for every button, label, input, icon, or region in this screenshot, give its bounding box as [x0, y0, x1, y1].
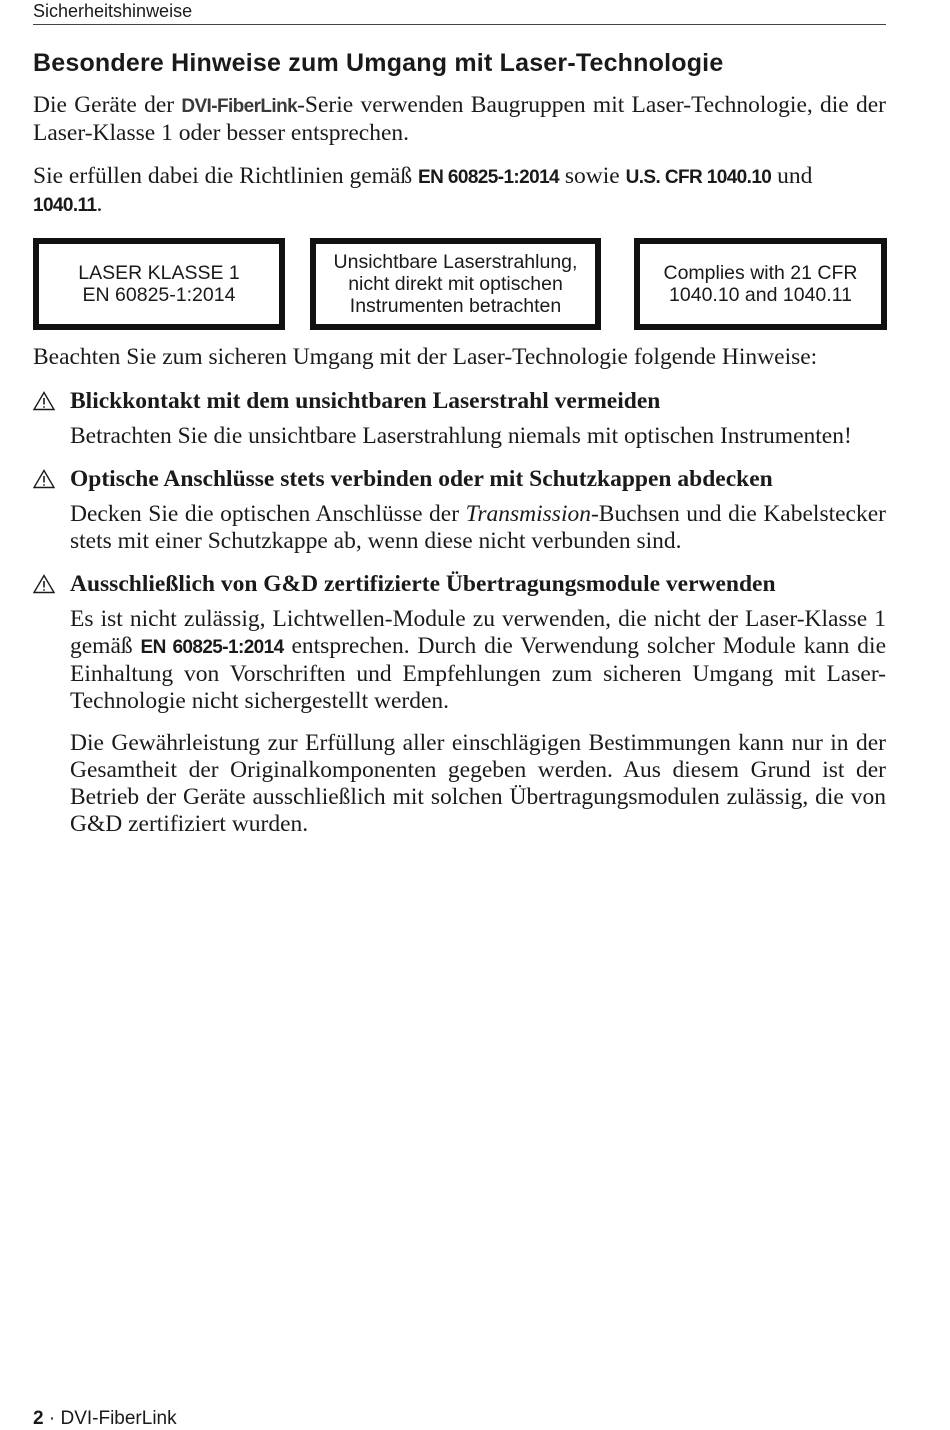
invisible-radiation-label-line-1: Unsichtbare Laserstrahlung, — [333, 251, 578, 273]
transmission-term: Transmission — [465, 501, 591, 527]
warning-3-heading: Ausschließlich von G&D zertifizierte Übertragungsmodule verwenden — [70, 571, 776, 597]
invisible-radiation-label — [310, 238, 601, 330]
page-footer — [33, 1408, 177, 1430]
intro-paragraph-1 — [33, 92, 886, 147]
warning-2-heading: Optische Anschlüsse stets verbinden oder mit Schutzkappen abdecken — [70, 466, 773, 492]
running-header — [33, 0, 886, 25]
page-number: 2 — [33, 1408, 44, 1429]
standard-1040-11: 1040.11 — [33, 195, 97, 216]
warning-1-heading-row — [33, 387, 886, 417]
warning-2-body-start: Decken Sie die optischen Anschlüsse der — [70, 501, 466, 527]
intro-p2-text-start: Sie erfüllen dabei die Richtlinien gemäß — [33, 163, 419, 189]
notes-intro: Beachten Sie zum sicheren Umgang mit der Laser-Technologie folgende Hinweise: — [33, 344, 818, 370]
laser-class-label-line-1: LASER KLASSE 1 — [78, 262, 240, 284]
intro-p2-text-middle: sowie — [559, 163, 626, 189]
footer-product-name: DVI-FiberLink — [60, 1408, 177, 1429]
cfr-compliance-label-line-2: 1040.10 and 1040.11 — [669, 284, 852, 306]
intro-p2-text-middle-2: und — [771, 163, 813, 189]
cfr-compliance-label-line-1: Complies with 21 CFR — [663, 262, 858, 284]
warning-2-body-end: -Buchsen und die Kabelstecker stets mit einer Schutzkappe ab, wenn diese nicht verbunden sind. — [70, 501, 886, 554]
invisible-radiation-label-line-2: nicht direkt mit optischen — [348, 273, 563, 295]
cfr-compliance-label — [634, 238, 887, 330]
warning-3-body-end: entsprechen. Durch die Verwendung solcher Module kann die Einhaltung von Vorschriften und Empfehlungen zum sicheren Umgang mit Laser-Technologie nicht sichergestellt werden. — [70, 633, 887, 714]
running-header-title: Sicherheitshinweise — [33, 1, 193, 21]
warning-triangle-icon — [33, 391, 55, 411]
warning-triangle-icon — [33, 469, 55, 489]
standard-us-cfr-1040-10: U.S. CFR 1040.10 — [625, 167, 772, 188]
warning-2-body — [70, 501, 886, 555]
warning-2-heading-row — [33, 465, 886, 495]
standard-en-60825-inline: EN 60825-1:2014 — [140, 637, 284, 658]
warning-3-body — [70, 606, 886, 715]
warning-1-body: Betrachten Sie die unsichtbare Laserstrahlung niemals mit optischen Instrumenten! — [70, 423, 852, 449]
intro-paragraph-2 — [33, 163, 886, 219]
footer-separator: · — [43, 1408, 61, 1429]
section-title: Besondere Hinweise zum Umgang mit Laser-Technologie — [33, 49, 724, 77]
intro-p1-text-end: -Serie verwenden Baugruppen mit Laser-Technologie, die der Laser-Klasse 1 oder besser entsprechen. — [33, 92, 887, 146]
warning-3-heading-row — [33, 570, 886, 600]
standard-en-60825: EN 60825-1:2014 — [418, 167, 560, 188]
product-name: DVI-FiberLink — [181, 96, 298, 117]
intro-p1-text-start: Die Geräte der — [33, 92, 182, 118]
warning-1-heading: Blickkontakt mit dem unsichtbaren Laserstrahl vermeiden — [70, 388, 661, 414]
warning-3-body-start: Es ist nicht zulässig, Lichtwellen-Module zu verwenden, die nicht der Laser-Klasse 1 gemäß — [70, 606, 886, 659]
warning-triangle-icon — [33, 574, 55, 594]
laser-class-label — [33, 238, 285, 330]
intro-p2-text-end: . — [96, 191, 103, 217]
laser-class-label-line-2: EN 60825-1:2014 — [82, 284, 236, 306]
invisible-radiation-label-line-3: Instrumenten betrachten — [349, 295, 562, 317]
warning-3-body-2: Die Gewährleistung zur Erfüllung aller einschlägigen Bestimmungen kann nur in der Gesamtheit der Originalkomponenten gegeben werden. Aus diesem Grund ist der Betrieb der Geräte ausschließlich mit solchen Übertragungsmodulen zulässig, die von G&D zertifiziert wurden. — [70, 730, 886, 837]
